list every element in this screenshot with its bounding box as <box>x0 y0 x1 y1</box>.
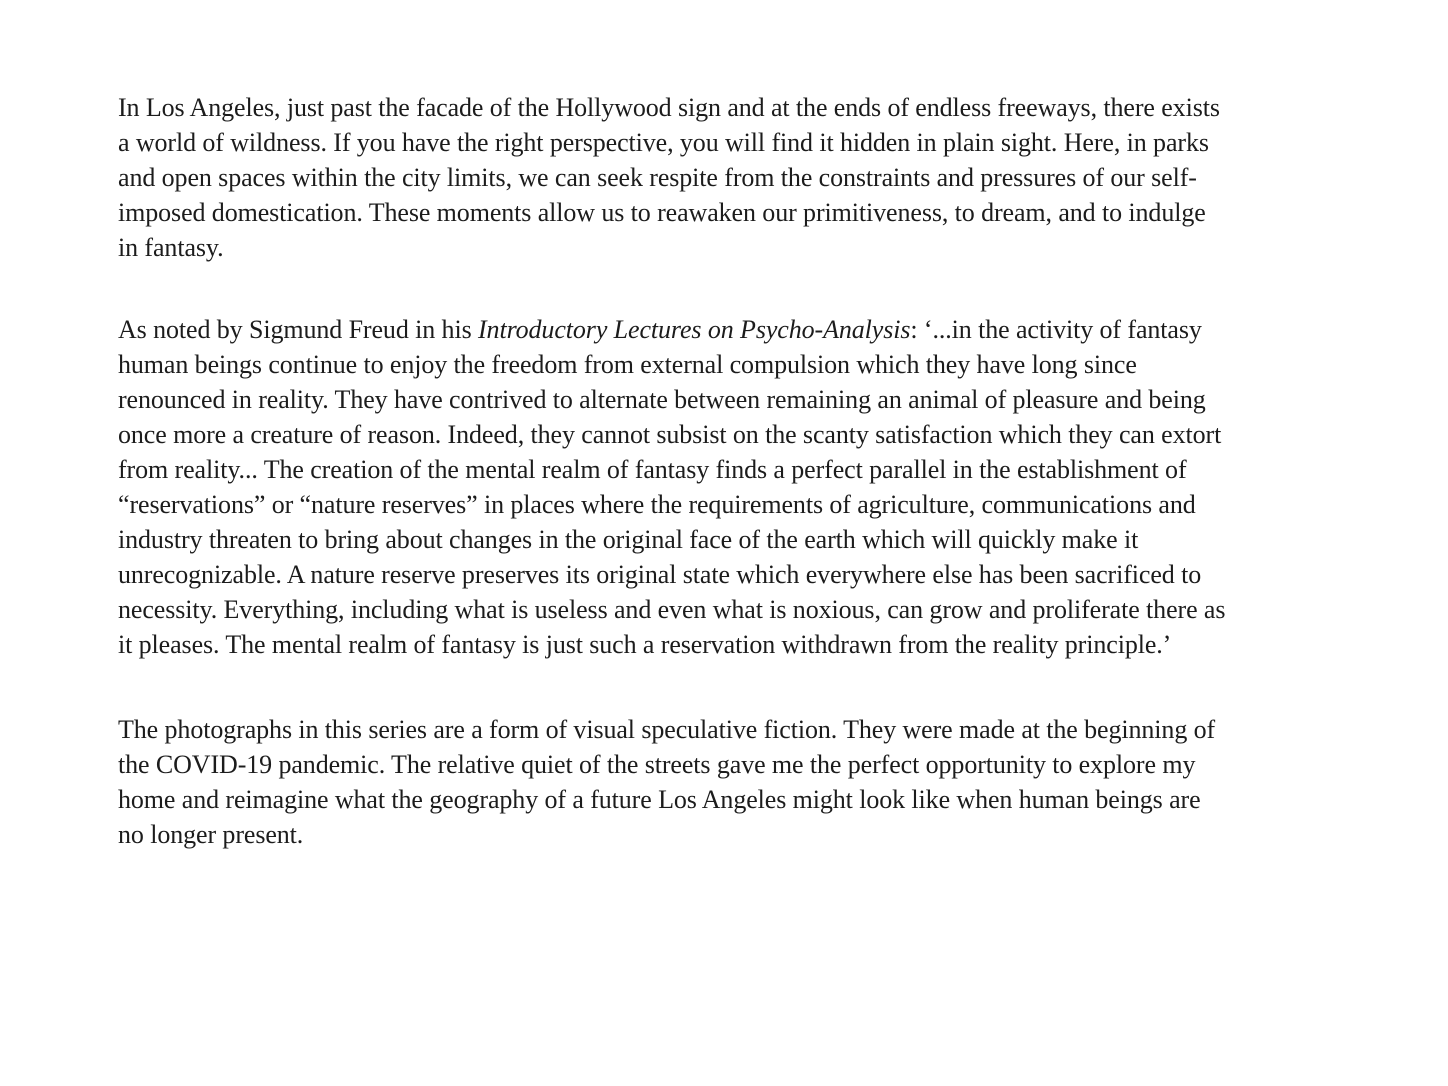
closing-paragraph: The photographs in this series are a form of visual speculative fiction. They were made at the beginning of the COVID-19 pandemic. The relative quiet of the streets gave me the perfect opportunity to explore my home and reimagine what the geography of a future Los Angeles might look like when human beings are no longer present. <box>118 715 1216 849</box>
book-title: Introductory Lectures on Psycho-Analysis <box>478 315 911 344</box>
quote-body-text: : ‘...in the activity of fantasy human beings continue to enjoy the freedom from external compulsion which they have long since renounced in reality. They have contrived to alternate between remaining an animal of pleasure and being once more a creature of reason. Indeed, they cannot subsist on the scanty satisfaction which they can extort from reality... The creation of the mental realm of fantasy finds a perfect parallel in the establishment of “reservations” or “nature reserves” in places where the requirements of agriculture, communications and industry threaten to bring about changes in the original face of the earth which will quickly make it unrecognizable. A nature reserve preserves its original state which everywhere else has been sacrificed to necessity. Everything, including what is useless and even what is noxious, can grow and proliferate there as it pleases. The mental realm of fantasy is just such a reservation withdrawn from the reality principle.’ <box>118 315 1226 659</box>
freud-quote-paragraph <box>118 312 1228 662</box>
statement-text-block <box>118 90 1228 852</box>
intro-paragraph: In Los Angeles, just past the facade of the Hollywood sign and at the ends of endless freeways, there exists a world of wildness. If you have the right perspective, you will find it hidden in plain sight. Here, in parks and open spaces within the city limits, we can seek respite from the constraints and pressures of our self-imposed domestication. These moments allow us to reawaken our primitiveness, to dream, and to indulge in fantasy. <box>118 93 1220 262</box>
quote-lead-text: As noted by Sigmund Freud in his <box>118 315 478 344</box>
